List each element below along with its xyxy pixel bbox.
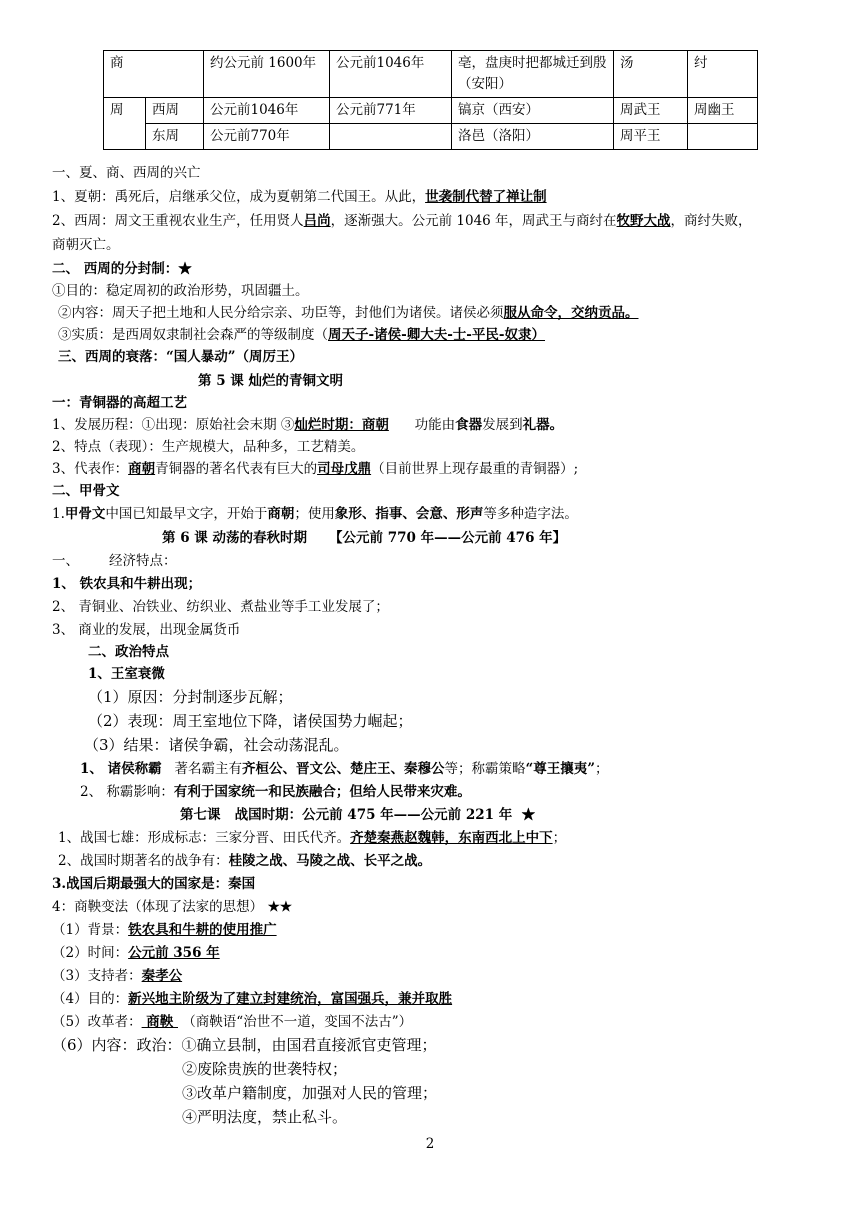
table-cell: 亳，盘庚时把都城迁到殷（安阳） bbox=[452, 51, 614, 98]
text: 发展到 bbox=[482, 417, 523, 433]
list-item: 1、 铁农具和牛耕出现； bbox=[52, 576, 202, 592]
table-cell: 公元前1046年 bbox=[330, 51, 452, 98]
key-point: 服从命令，交纳贡品。 bbox=[503, 305, 639, 321]
key-point: 秦孝公 bbox=[141, 968, 183, 984]
text: 等多种造字法。 bbox=[483, 506, 578, 522]
title-text: 第 6 课 动荡的春秋时期 bbox=[162, 530, 307, 546]
paragraph bbox=[52, 415, 563, 435]
list-item: （3）结果：诸侯争霸，社会动荡混乱。 bbox=[84, 736, 349, 754]
text: 中国已知最早文字，开始于 bbox=[105, 506, 268, 522]
list-item: 2、 青铜业、冶铁业、纺织业、煮盐业等手工业发展了； bbox=[52, 599, 389, 615]
section-heading: 一、夏、商、西周的兴亡 bbox=[52, 165, 201, 181]
text: 1、发展历程：①出现：原始社会末期 ③ bbox=[52, 417, 295, 433]
text: ②内容：周天子把土地和人民分给宗亲、功臣等，封他们为诸侯。诸侯必须 bbox=[58, 305, 504, 321]
text: 等；称霸策略 bbox=[444, 761, 526, 777]
key-point: 商鞅 bbox=[141, 1014, 178, 1030]
text: ；使用 bbox=[294, 506, 335, 522]
key-point: 象形、指事、会意、形声 bbox=[334, 506, 484, 522]
paragraph: 3.战国后期最强大的国家是：秦国 bbox=[52, 876, 256, 892]
paragraph bbox=[58, 303, 639, 323]
table-cell: 周武王 bbox=[614, 98, 688, 124]
section-heading: 二、甲骨文 bbox=[52, 483, 120, 499]
key-point: 周天子-诸侯-卿大夫-士-平民-奴隶） bbox=[328, 327, 546, 343]
key-point: 铁农具和牛耕的使用推广 bbox=[128, 922, 277, 938]
text: （4）目的： bbox=[52, 991, 129, 1007]
section-heading: 二、 西周的分封制：★ bbox=[52, 261, 192, 277]
paragraph-zhou bbox=[52, 211, 752, 231]
table-cell: 周 bbox=[104, 98, 146, 150]
table-cell: 西周 bbox=[146, 98, 204, 124]
text: ； bbox=[552, 830, 567, 846]
text: （6）内容：政治： bbox=[52, 1036, 182, 1054]
page-number: 2 bbox=[425, 1136, 435, 1152]
key-point: 灿烂时期：商朝 bbox=[294, 417, 389, 433]
table-cell: 东周 bbox=[146, 124, 204, 150]
paragraph bbox=[52, 897, 292, 917]
lesson-title bbox=[162, 528, 566, 548]
paragraph: ①目的：稳定周初的政治形势，巩固疆土。 bbox=[52, 283, 309, 299]
text: （2）时间： bbox=[52, 945, 129, 961]
key-point: 有利于国家统一和民族融合；但给人民带来灾难。 bbox=[173, 784, 471, 800]
list-item bbox=[52, 1035, 437, 1055]
paragraph bbox=[58, 851, 431, 871]
text: （商鞅语“治世不一道，变国不法古”） bbox=[178, 1014, 413, 1030]
key-point: 齐桓公、晋文公、楚庄王、秦穆公 bbox=[241, 761, 445, 777]
paragraph bbox=[58, 828, 566, 848]
section-heading: 三、西周的衰落：“国人暴动”（周厉王） bbox=[58, 349, 304, 365]
key-point: 1、 诸侯称霸 bbox=[80, 761, 162, 777]
key-point: 甲骨文 bbox=[64, 506, 106, 522]
key-point: 齐楚秦燕赵魏韩，东南西北上中下 bbox=[350, 830, 553, 846]
table-row bbox=[104, 98, 758, 124]
list-item: 3、 商业的发展，出现金属货币 bbox=[52, 622, 241, 638]
text: （3）支持者： bbox=[52, 968, 142, 984]
section-heading: 一：青铜器的高超工艺 bbox=[52, 395, 187, 411]
table-cell bbox=[330, 124, 452, 150]
table-cell: 周平王 bbox=[614, 124, 688, 150]
key-point: 新兴地主阶级为了建立封建统治，富国强兵，兼并取胜 bbox=[128, 991, 453, 1007]
paragraph: 2、特点（表现）：生产规模大，品种多，工艺精美。 bbox=[52, 439, 365, 455]
table-cell: 纣 bbox=[688, 51, 758, 98]
key-point: 礼器。 bbox=[522, 417, 564, 433]
text: 1、战国七雄：形成标志：三家分晋、田氏代齐。 bbox=[58, 830, 351, 846]
table-cell bbox=[688, 124, 758, 150]
key-point: 食器 bbox=[455, 417, 483, 433]
list-item bbox=[52, 989, 452, 1009]
content-item: ③改革户籍制度，加强对人民的管理； bbox=[182, 1084, 438, 1102]
list-item bbox=[52, 943, 220, 963]
paragraph bbox=[52, 504, 578, 524]
table-cell: 商 bbox=[104, 51, 204, 98]
list-item: （2）表现：周王室地位下降，诸侯国势力崛起； bbox=[88, 712, 413, 730]
paragraph bbox=[58, 325, 545, 345]
lesson-title: 第 5 课 灿烂的青铜文明 bbox=[198, 373, 343, 389]
text: （目前世界上现存最重的青铜器）; bbox=[371, 461, 579, 477]
table-row bbox=[104, 124, 758, 150]
text: 青铜器的著名代表有巨大的 bbox=[155, 461, 318, 477]
text: 2、 称霸影响： bbox=[80, 784, 174, 800]
key-point: 桂陵之战、马陵之战、长平之战。 bbox=[228, 853, 432, 869]
text: 1、夏朝：禹死后，启继承父位，成为夏朝第二代国王。从此， bbox=[52, 189, 426, 205]
section-heading: 二、政治特点 bbox=[88, 644, 169, 660]
text: 4：商鞅变法（体现了法家的思想） bbox=[52, 899, 264, 915]
text: ； bbox=[595, 761, 609, 777]
table-cell: 镐京（西安） bbox=[452, 98, 614, 124]
content-item: ④严明法度，禁止私斗。 bbox=[182, 1108, 348, 1126]
content-item: ①确立县制，由国君直接派官吏管理； bbox=[181, 1036, 437, 1054]
paragraph bbox=[80, 782, 471, 802]
paragraph bbox=[80, 759, 609, 779]
text: 著名霸主有 bbox=[161, 761, 242, 777]
text: 1. bbox=[52, 506, 65, 522]
list-item bbox=[52, 920, 277, 940]
subsection-heading: 1、王室衰微 bbox=[88, 666, 165, 682]
table-cell: 公元前1046年 bbox=[204, 98, 330, 124]
table-cell: 公元前770年 bbox=[204, 124, 330, 150]
table-cell: 周幽王 bbox=[688, 98, 758, 124]
text: 2、西周：周文王重视农业生产，任用贤人 bbox=[52, 213, 304, 229]
list-item bbox=[52, 966, 182, 986]
table-row bbox=[104, 51, 758, 98]
dynasty-table bbox=[103, 50, 758, 150]
key-point: 世袭制代替了禅让制 bbox=[425, 189, 547, 205]
key-point: 牧野大战 bbox=[616, 213, 671, 229]
section-heading: 一、 经济特点： bbox=[52, 553, 177, 569]
content-item: ②废除贵族的世袭特权； bbox=[182, 1060, 348, 1078]
paragraph-xia bbox=[52, 187, 547, 207]
text: ，商纣失败， bbox=[670, 213, 752, 229]
text: ③实质：是西周奴隶制社会森严的等级制度（ bbox=[58, 327, 328, 343]
text: 功能由 bbox=[388, 417, 456, 433]
key-point: 商朝 bbox=[267, 506, 295, 522]
table-cell: 约公元前 1600年 bbox=[204, 51, 330, 98]
text: （1）背景： bbox=[52, 922, 129, 938]
star-rating: ★★ bbox=[263, 899, 292, 915]
list-item bbox=[52, 1012, 412, 1032]
lesson-title: 第七课 战国时期：公元前 475 年——公元前 221 年 ★ bbox=[180, 807, 536, 823]
list-item: （1）原因：分封制逐步瓦解； bbox=[88, 688, 293, 706]
key-point: “尊王攘夷” bbox=[525, 761, 595, 777]
text: 3、代表作： bbox=[52, 461, 129, 477]
key-point: 司母戊鼎 bbox=[317, 461, 372, 477]
key-point: 商朝 bbox=[128, 461, 156, 477]
key-point: 公元前 356 年 bbox=[128, 945, 220, 961]
table-cell: 洛邑（洛阳） bbox=[452, 124, 614, 150]
text: 2、战国时期著名的战争有： bbox=[58, 853, 229, 869]
paragraph-zhou-cont: 商朝灭亡。 bbox=[52, 237, 120, 253]
text: ，逐渐强大。公元前 1046 年，周武王与商纣在 bbox=[330, 213, 617, 229]
paragraph bbox=[52, 459, 578, 479]
title-range: 【公元前 770 年——公元前 476 年】 bbox=[329, 530, 567, 546]
text: （5）改革者： bbox=[52, 1014, 142, 1030]
table-cell: 公元前771年 bbox=[330, 98, 452, 124]
table-cell: 汤 bbox=[614, 51, 688, 98]
key-point: 吕尚 bbox=[303, 213, 331, 229]
